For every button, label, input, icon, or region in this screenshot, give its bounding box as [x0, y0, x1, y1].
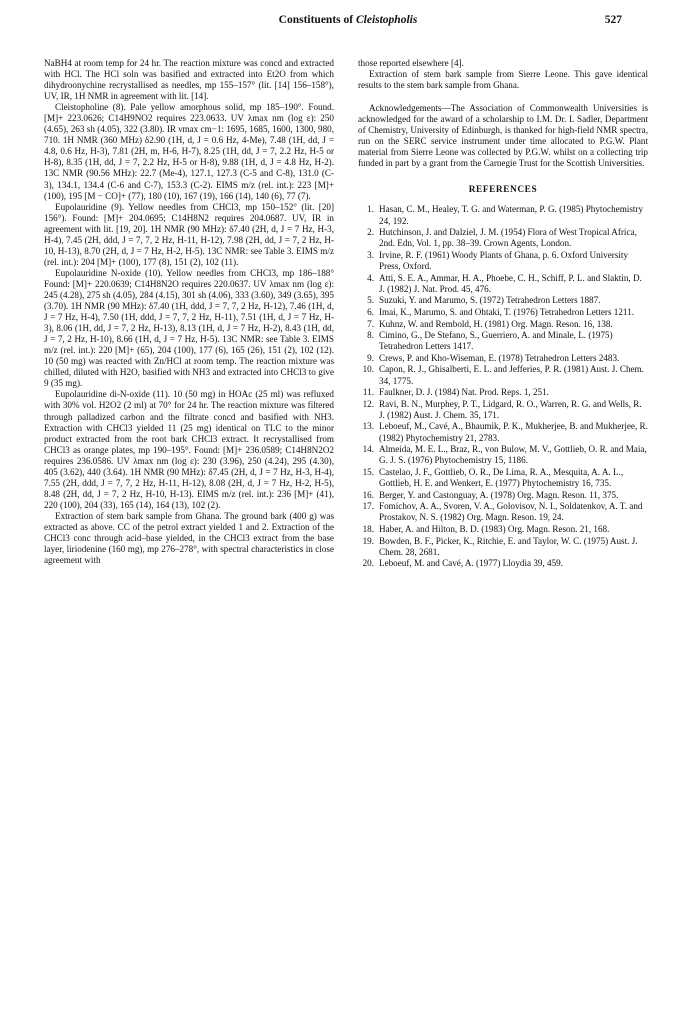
eupolauridine-n-oxide-paragraph: Eupolauridine N-oxide (10). Yellow needles from CHCl3, mp 186–188° Found: [M]+ 220.0639; C14H8N2O requires 220.0637. UV λmax nm (log ε): 245 (4.28), 275 sh (4.05), 284 (4.15), 301 sh (4.06), 333 (3.60), 349 (3.65), 395 (3.70). 1H NMR (90 MHz): δ7.40 (1H, ddd, J = 7, 7, 2 Hz, H-12), 7.46 (1H, d, J = 7 Hz, H-4), 7.50 (1H, ddd, J = 7, 7, 2 Hz, H-11), 7.51 (1H, d, J = 7 Hz, H-3), 8.06 (1H, dd, J = 7, 2 Hz, H-13), 8.13 (1H, d, J = 7 Hz, H-2), 8.43 (1H, dd, J = 7, 2 Hz, H-10), 8.66 (1H, d, J = 7 Hz, H-5). 13C NMR: see Table 3. EIMS m/z (rel. int.): 220 [M]+ (65), 204 (100), 177 (6), 165 (26), 151 (2), 102 (12). 10 (50 mg) was reacted with Zn/HCl at room temp. The reaction mixture was chilled, diluted with H2O, basified with NH3 and extracted into CHCl3 to give 9 (35 mg).: [44, 267, 334, 389]
reference-item: [358, 364, 648, 386]
reference-item: [358, 444, 648, 466]
acknowledgements-paragraph: Acknowledgements—The Association of Commonwealth Universities is acknowledged for the award of a scholarship to I.M. Dr. I. Sadler, Department of Chemistry, University of Edinburgh, is thanked for high-field NMR spectra, run on the SERC service instrument under time allocated to P.G.W. Plant material from Sierre Leone was collected by P.G.W. whilst on a collecting trip funded in part by a grant from the Carnegie Trust for the Scottish Universities.: [358, 103, 648, 169]
reference-number: 4.: [367, 272, 374, 283]
sierra-leone-extraction-paragraph: Extraction of stem bark sample from Sierre Leone. This gave identical results to the stem bark sample from Ghana.: [358, 69, 648, 91]
reference-item: [358, 501, 648, 523]
reference-number: 9.: [367, 352, 374, 363]
reference-number: 8.: [367, 330, 374, 341]
reference-text: Hutchinson, J. and Dalziel, J. M. (1954) Flora of West Tropical Africa, 2nd. Edn, Vol. 1, pp. 38–39. Crown Agents, London.: [379, 227, 637, 249]
reference-text: Haber, A. and Hilton, B. D. (1983) Org. Magn. Reson. 21, 168.: [379, 523, 610, 534]
reference-number: 6.: [367, 306, 374, 317]
reference-text: Almeida, M. E. L., Braz, R., von Bulow, M. V., Gottlieb, O. R. and Maia, G. J. S. (1976) Phytochemistry 15, 1186.: [379, 444, 647, 466]
running-title: Constituents of Cleistopholis: [278, 14, 418, 26]
reference-item: [358, 490, 648, 501]
reference-text: Leboeuf, M. and Cavé, A. (1977) Lloydia 39, 459.: [379, 558, 563, 569]
reference-number: 2.: [367, 227, 374, 238]
reference-text: Kuhnz, W. and Rembold, H. (1981) Org. Magn. Reson. 16, 138.: [379, 318, 613, 329]
reference-item: [358, 353, 648, 364]
reference-text: Imai, K., Marumo, S. and Ohtaki, T. (1976) Tetrahedron Letters 1211.: [379, 306, 634, 317]
reference-item: [358, 524, 648, 535]
reference-item: [358, 399, 648, 421]
reference-item: [358, 421, 648, 443]
eupolauridine-paragraph: Eupolauridine (9). Yellow needles from CHCl3, mp 150–152° (lit. [20] 156°). Found: [M]+ 204.0695; C14H8N2 requires 204.0687. UV, IR in agreement with lit. [19, 20]. 1H NMR (90 MHz): δ7.40 (2H, d, J = 7 Hz, H-3, H-4), 7.45 (2H, ddd, J = 7, 7, 2 Hz, H-11, H-12), 7.98 (2H, dd, J = 7, 2 Hz, H-10, H-13), 8.70 (2H, d, J = 7 Hz, H-2, H-5). 13C NMR: see Table 3. EIMS m/z (rel. int.): 204 [M]+ (100), 177 (8), 151 (2), 102 (11).: [44, 201, 334, 267]
continuation-paragraph: those reported elsewhere [4].: [358, 58, 464, 68]
reference-item: [358, 250, 648, 272]
reference-number: 15.: [362, 466, 374, 477]
reference-number: 17.: [362, 501, 374, 512]
dihydroonychine-paragraph: NaBH4 at room temp for 24 hr. The reaction mixture was concd and extracted with HCl. The HCl soln was basified and extracted into Et2O from which dihydroonychine recrystallised as needles, mp 155–157° (lit. [14] 156–158°), UV, IR, 1H NMR in agreement with lit. [14].: [44, 58, 334, 102]
reference-text: Hasan, C. M., Healey, T. G. and Waterman, P. G. (1985) Phytochemistry 24, 192.: [379, 204, 644, 226]
reference-text: Castelao, J. F., Gottlieb, O. R., De Lima, R. A., Mesquita, A. A. L., Gottlieb, H. E. and Wenkert, E. (1977) Phytochemistry 16, 735.: [379, 466, 624, 488]
reference-number: 19.: [362, 535, 374, 546]
reference-number: 3.: [367, 249, 374, 260]
reference-item: [358, 227, 648, 249]
right-column: [358, 58, 648, 570]
page-number: 527: [604, 14, 622, 26]
reference-text: Suzuki, Y. and Marumo, S. (1972) Tetrahedron Letters 1887.: [379, 295, 601, 306]
left-column: [44, 58, 334, 566]
reference-item: [358, 330, 648, 352]
eupolauridine-di-n-oxide-paragraph: Eupolauridine di-N-oxide (11). 10 (50 mg) in HOAc (25 ml) was refluxed with 30% vol. H2O2 (2 ml) at 70° for 24 hr. The reaction mixture was filtered through palladized carbon and the filtrate concd and basified with NH3. Extraction with CHCl3 yielded 11 (25 mg) identical on TLC to the minor product extracted from the root bark CHCl3 extract. It recrystallised from CHCl3 as orange plates, mp 190–195°. Found: [M]+ 236.0589; C14H8N2O2 requires 236.0586. UV λmax nm (log ε): 230 (3.96), 250 (4.24), 295 (4.30), 405 (3.62), 440 (3.64). 1H NMR (90 MHz): δ7.45 (2H, d, J = 7 Hz, H-3, H-4), 7.55 (2H, ddd, J = 7, 7, 2 Hz, H-11, H-12), 8.08 (2H, d, J = 7 Hz, H-2, H-5), 8.48 (2H, dd, J = 7, 2 Hz, H-10, H-13). EIMS m/z (rel. int.): 236 [M]+ (41), 220 (100), 204 (33), 165 (14), 164 (13), 102 (2).: [44, 389, 334, 510]
reference-list: [358, 204, 648, 569]
reference-number: 10.: [362, 364, 374, 375]
cleistopholine-paragraph: Cleistopholine (8). Pale yellow amorphous solid, mp 185–190°. Found. [M]+ 223.0626; C14H9NO2 requires 223.0633. UV λmax nm (log ε): 250 (4.65), 263 sh (4.05), 322 (3.80). IR νmax cm−1: 1695, 1685, 1600, 1300, 980, 710. 1H NMR (360 MHz) δ2.90 (1H, d, J = 0.6 Hz, 4-Me), 7.48 (1H, dd, J = 4.8, 0.6 Hz, H-3), 7.81 (2H, m, H-6, H-7), 8.25 (1H, dd, J = 7, 2.2 Hz, H-5 or H-8), 8.35 (1H, dd, J = 7, 2.2 Hz, H-5 or H-8), 9.88 (1H, d, J = 4.8 Hz, H-2). 13C NMR (90.56 MHz): 22.7 (Me-4), 127.1, 127.3 (C-5 and C-8), 131.0 (C-3), 134.1, 134.4 (C-6 and C-7), 153.3 (C-2). EIMS m/z (rel. int.): 223 [M]+ (100), 195 [M − CO]+ (77), 180 (10), 167 (19), 166 (14), 140 (6), 77 (7).: [44, 102, 334, 201]
reference-text: Crews, P. and Kho-Wiseman, E. (1978) Tetrahedron Letters 2483.: [379, 352, 620, 363]
genus-name: Cleistopholis: [355, 14, 418, 26]
reference-item: [358, 273, 648, 295]
reference-item: [358, 295, 648, 306]
reference-number: 5.: [367, 295, 374, 306]
reference-text: Capon, R. J., Ghisalberti, E. L. and Jefferies, P. R. (1981) Aust. J. Chem. 34, 1775.: [379, 364, 644, 386]
reference-number: 1.: [367, 204, 374, 215]
reference-number: 14.: [362, 444, 374, 455]
references-heading: REFERENCES: [468, 185, 538, 196]
reference-item: [358, 204, 648, 226]
reference-number: 13.: [362, 421, 374, 432]
reference-number: 18.: [362, 523, 374, 534]
reference-item: [358, 536, 648, 558]
reference-text: Irvine, R. F. (1961) Woody Plants of Ghana, p. 6. Oxford University Press, Oxford.: [379, 249, 629, 271]
ghana-extraction-paragraph: Extraction of stem bark sample from Ghana. The ground bark (400 g) was extracted as above. CC of the petrol extract yielded 1 and 2. Extraction of the CHCl3 conc through acid–base yielded, in the CHCl3 extract from the base layer, liriodenine (160 mg), mp 276–278°, with spectral characteristics in close agreement with: [44, 510, 334, 566]
reference-item: [358, 319, 648, 330]
reference-item: [358, 387, 648, 398]
reference-text: Ravi, B. N., Murphey, P. T., Lidgard, R. O., Warren, R. G. and Wells, R. J. (1982) Aust. J. Chem. 35, 171.: [379, 398, 642, 420]
reference-text: Atti, S. E. A., Ammar, H. A., Phoebe, C. H., Schiff, P. L. and Slaktin, D. J. (1982) J. Nat. Prod. 45, 476.: [379, 272, 642, 294]
reference-item: [358, 467, 648, 489]
reference-text: Leboeuf, M., Cavé, A., Bhaumik, P. K., Mukherjee, B. and Mukherjee, R. (1982) Phytochemistry 21, 2783.: [379, 421, 648, 443]
reference-item: [358, 307, 648, 318]
reference-text: Cimino, G., De Stefano, S., Guerriero, A. and Minale, L. (1975) Tetrahedron Letters 1417.: [379, 330, 613, 352]
reference-text: Faulkner, D. J. (1984) Nat. Prod. Reps. 1, 251.: [379, 387, 549, 398]
reference-number: 7.: [367, 318, 374, 329]
reference-number: 16.: [362, 489, 374, 500]
running-head: [0, 14, 696, 34]
reference-number: 12.: [362, 398, 374, 409]
reference-item: [358, 558, 648, 569]
reference-number: 20.: [362, 558, 374, 569]
reference-text: Fomichov, A. A., Svoren, V. A., Golovisov, N. I., Soldatenkov, A. T. and Prostakov, N. S. (1982) Org. Magn. Reson. 19, 24.: [379, 501, 643, 523]
reference-text: Bowden, B. F., Picker, K., Ritchie, E. and Taylor, W. C. (1975) Aust. J. Chem. 28, 2681.: [379, 535, 638, 557]
reference-text: Berger, Y. and Castonguay, A. (1978) Org. Magn. Reson. 11, 375.: [379, 489, 619, 500]
reference-number: 11.: [362, 387, 374, 398]
